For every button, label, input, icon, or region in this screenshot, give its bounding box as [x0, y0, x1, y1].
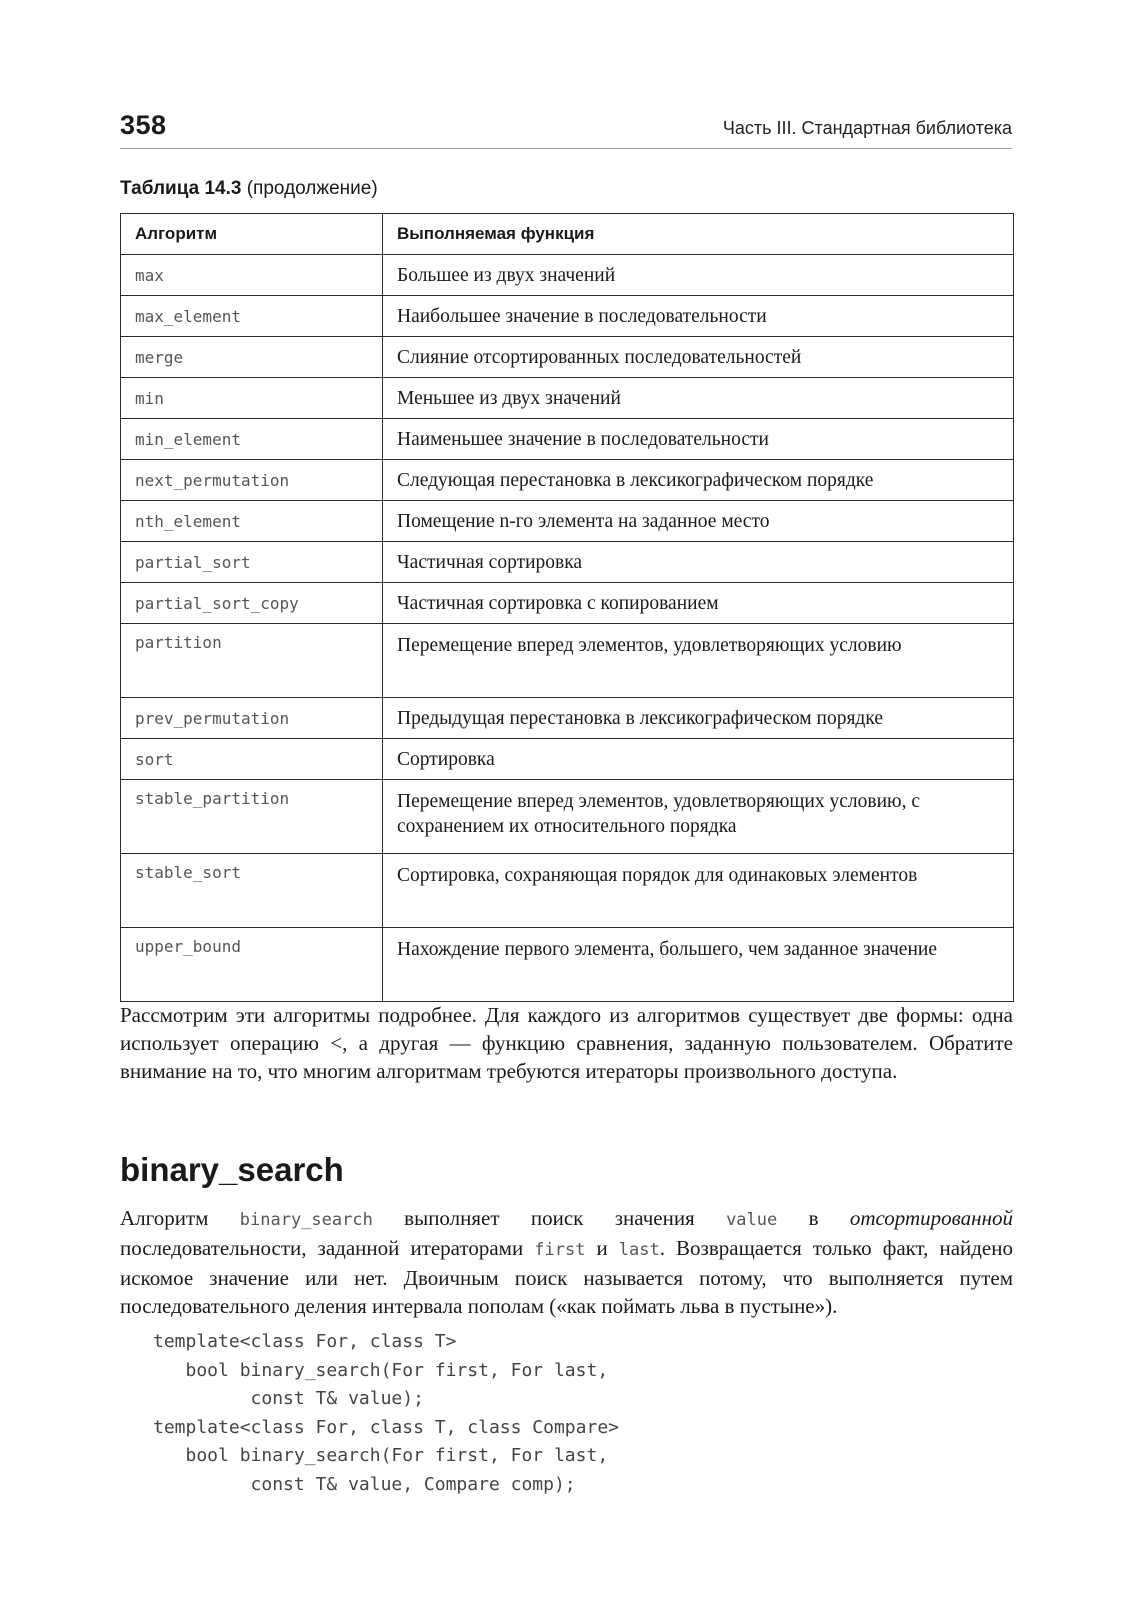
text-run: . Возвращается только факт, найдено искомое значение или нет. Двоичным поиск называется потому, что выполняется путем последовательного деления интервала пополам («как поймать льва в пустыне»).: [120, 1236, 1013, 1318]
algorithm-name: stable_partition: [121, 780, 383, 854]
algorithm-description: Сортировка, сохраняющая порядок для одинаковых элементов: [383, 854, 1014, 928]
algorithm-name: max_element: [121, 296, 383, 337]
algorithm-description: Частичная сортировка: [383, 542, 1014, 583]
table-row: [121, 854, 1014, 928]
algorithm-description: Перемещение вперед элементов, удовлетворяющих условию, с сохранением их относительного порядка: [383, 780, 1014, 854]
algorithm-description: Наибольшее значение в последовательности: [383, 296, 1014, 337]
table-row: [121, 928, 1014, 1002]
table-caption: [120, 178, 378, 200]
table-row: [121, 296, 1014, 337]
text-run: последовательности, заданной итераторами: [120, 1236, 535, 1260]
table-row: [121, 698, 1014, 739]
algorithm-name: partial_sort_copy: [121, 583, 383, 624]
inline-code: first: [534, 1240, 586, 1260]
text-run: и: [585, 1236, 619, 1260]
table-row: [121, 378, 1014, 419]
algorithm-name: stable_sort: [121, 854, 383, 928]
inline-code: value: [726, 1210, 778, 1230]
algorithm-name: prev_permutation: [121, 698, 383, 739]
table-row: [121, 255, 1014, 296]
code-line: bool binary_search(For first, For last,: [153, 1445, 609, 1466]
algorithm-description: Перемещение вперед элементов, удовлетворяющих условию: [383, 624, 1014, 698]
table-row: [121, 583, 1014, 624]
code-listing: [153, 1328, 619, 1499]
table-header-row: [121, 214, 1014, 255]
algorithm-name: partial_sort: [121, 542, 383, 583]
page-number: 358: [120, 110, 167, 140]
algorithm-description: Меньшее из двух значений: [383, 378, 1014, 419]
emphasis-text: отсортированной: [849, 1206, 1013, 1230]
column-header-algorithm: Алгоритм: [121, 214, 383, 255]
section-paragraph: [120, 1204, 1013, 1320]
inline-code: last: [618, 1240, 660, 1260]
table-row: [121, 542, 1014, 583]
code-line: const T& value, Compare comp);: [153, 1473, 576, 1495]
algorithm-table: [120, 213, 1014, 1002]
text-run: Алгоритм: [120, 1206, 240, 1230]
table-row: [121, 780, 1014, 854]
algorithm-description: Наименьшее значение в последовательности: [383, 419, 1014, 460]
algorithm-description: Помещение n-го элемента на заданное место: [383, 501, 1014, 542]
inline-code: binary_search: [239, 1210, 373, 1230]
code-line: bool binary_search(For first, For last,: [153, 1359, 609, 1381]
table-row: [121, 501, 1014, 542]
algorithm-name: next_permutation: [121, 460, 383, 501]
table-row: [121, 419, 1014, 460]
algorithm-description: Нахождение первого элемента, большего, чем заданное значение: [383, 928, 1014, 1002]
table-caption-number: Таблица 14.3: [120, 178, 242, 199]
algorithm-description: Сортировка: [383, 739, 1014, 780]
algorithm-name: nth_element: [121, 501, 383, 542]
algorithm-description: Предыдущая перестановка в лексикографическом порядке: [383, 698, 1014, 739]
text-run: выполняет поиск значения: [372, 1206, 727, 1230]
column-header-function: Выполняемая функция: [383, 214, 1014, 255]
algorithm-name: upper_bound: [121, 928, 383, 1002]
algorithm-name: min_element: [121, 419, 383, 460]
intro-paragraph: Рассмотрим эти алгоритмы подробнее. Для каждого из алгоритмов существует две формы: одна использует операцию <, а другая — функцию сравнения, заданную пользователем. Обратите внимание на то, что многим алгоритмам требуются итераторы произвольного доступа.: [120, 1003, 1013, 1083]
table-row: [121, 460, 1014, 501]
section-heading: binary_search: [120, 1151, 344, 1189]
table-row: [121, 739, 1014, 780]
code-line: template<class For, class T, class Compare>: [153, 1416, 619, 1438]
algorithm-description: Слияние отсортированных последовательностей: [383, 337, 1014, 378]
algorithm-name: min: [121, 378, 383, 419]
algorithm-description: Следующая перестановка в лексикографическом порядке: [383, 460, 1014, 501]
algorithm-description: Частичная сортировка с копированием: [383, 583, 1014, 624]
algorithm-description: Большее из двух значений: [383, 255, 1014, 296]
running-head: Часть III. Стандартная библиотека: [722, 118, 1012, 138]
page-header: [120, 104, 1012, 149]
algorithm-name: sort: [121, 739, 383, 780]
table-row: [121, 624, 1014, 698]
algorithm-name: partition: [121, 624, 383, 698]
code-line: const T& value);: [153, 1388, 424, 1409]
table-row: [121, 337, 1014, 378]
algorithm-name: merge: [121, 337, 383, 378]
algorithm-name: max: [121, 255, 383, 296]
code-line: template<class For, class T>: [153, 1331, 457, 1352]
table-caption-continuation: (продолжение): [241, 178, 378, 199]
text-run: в: [777, 1206, 850, 1230]
